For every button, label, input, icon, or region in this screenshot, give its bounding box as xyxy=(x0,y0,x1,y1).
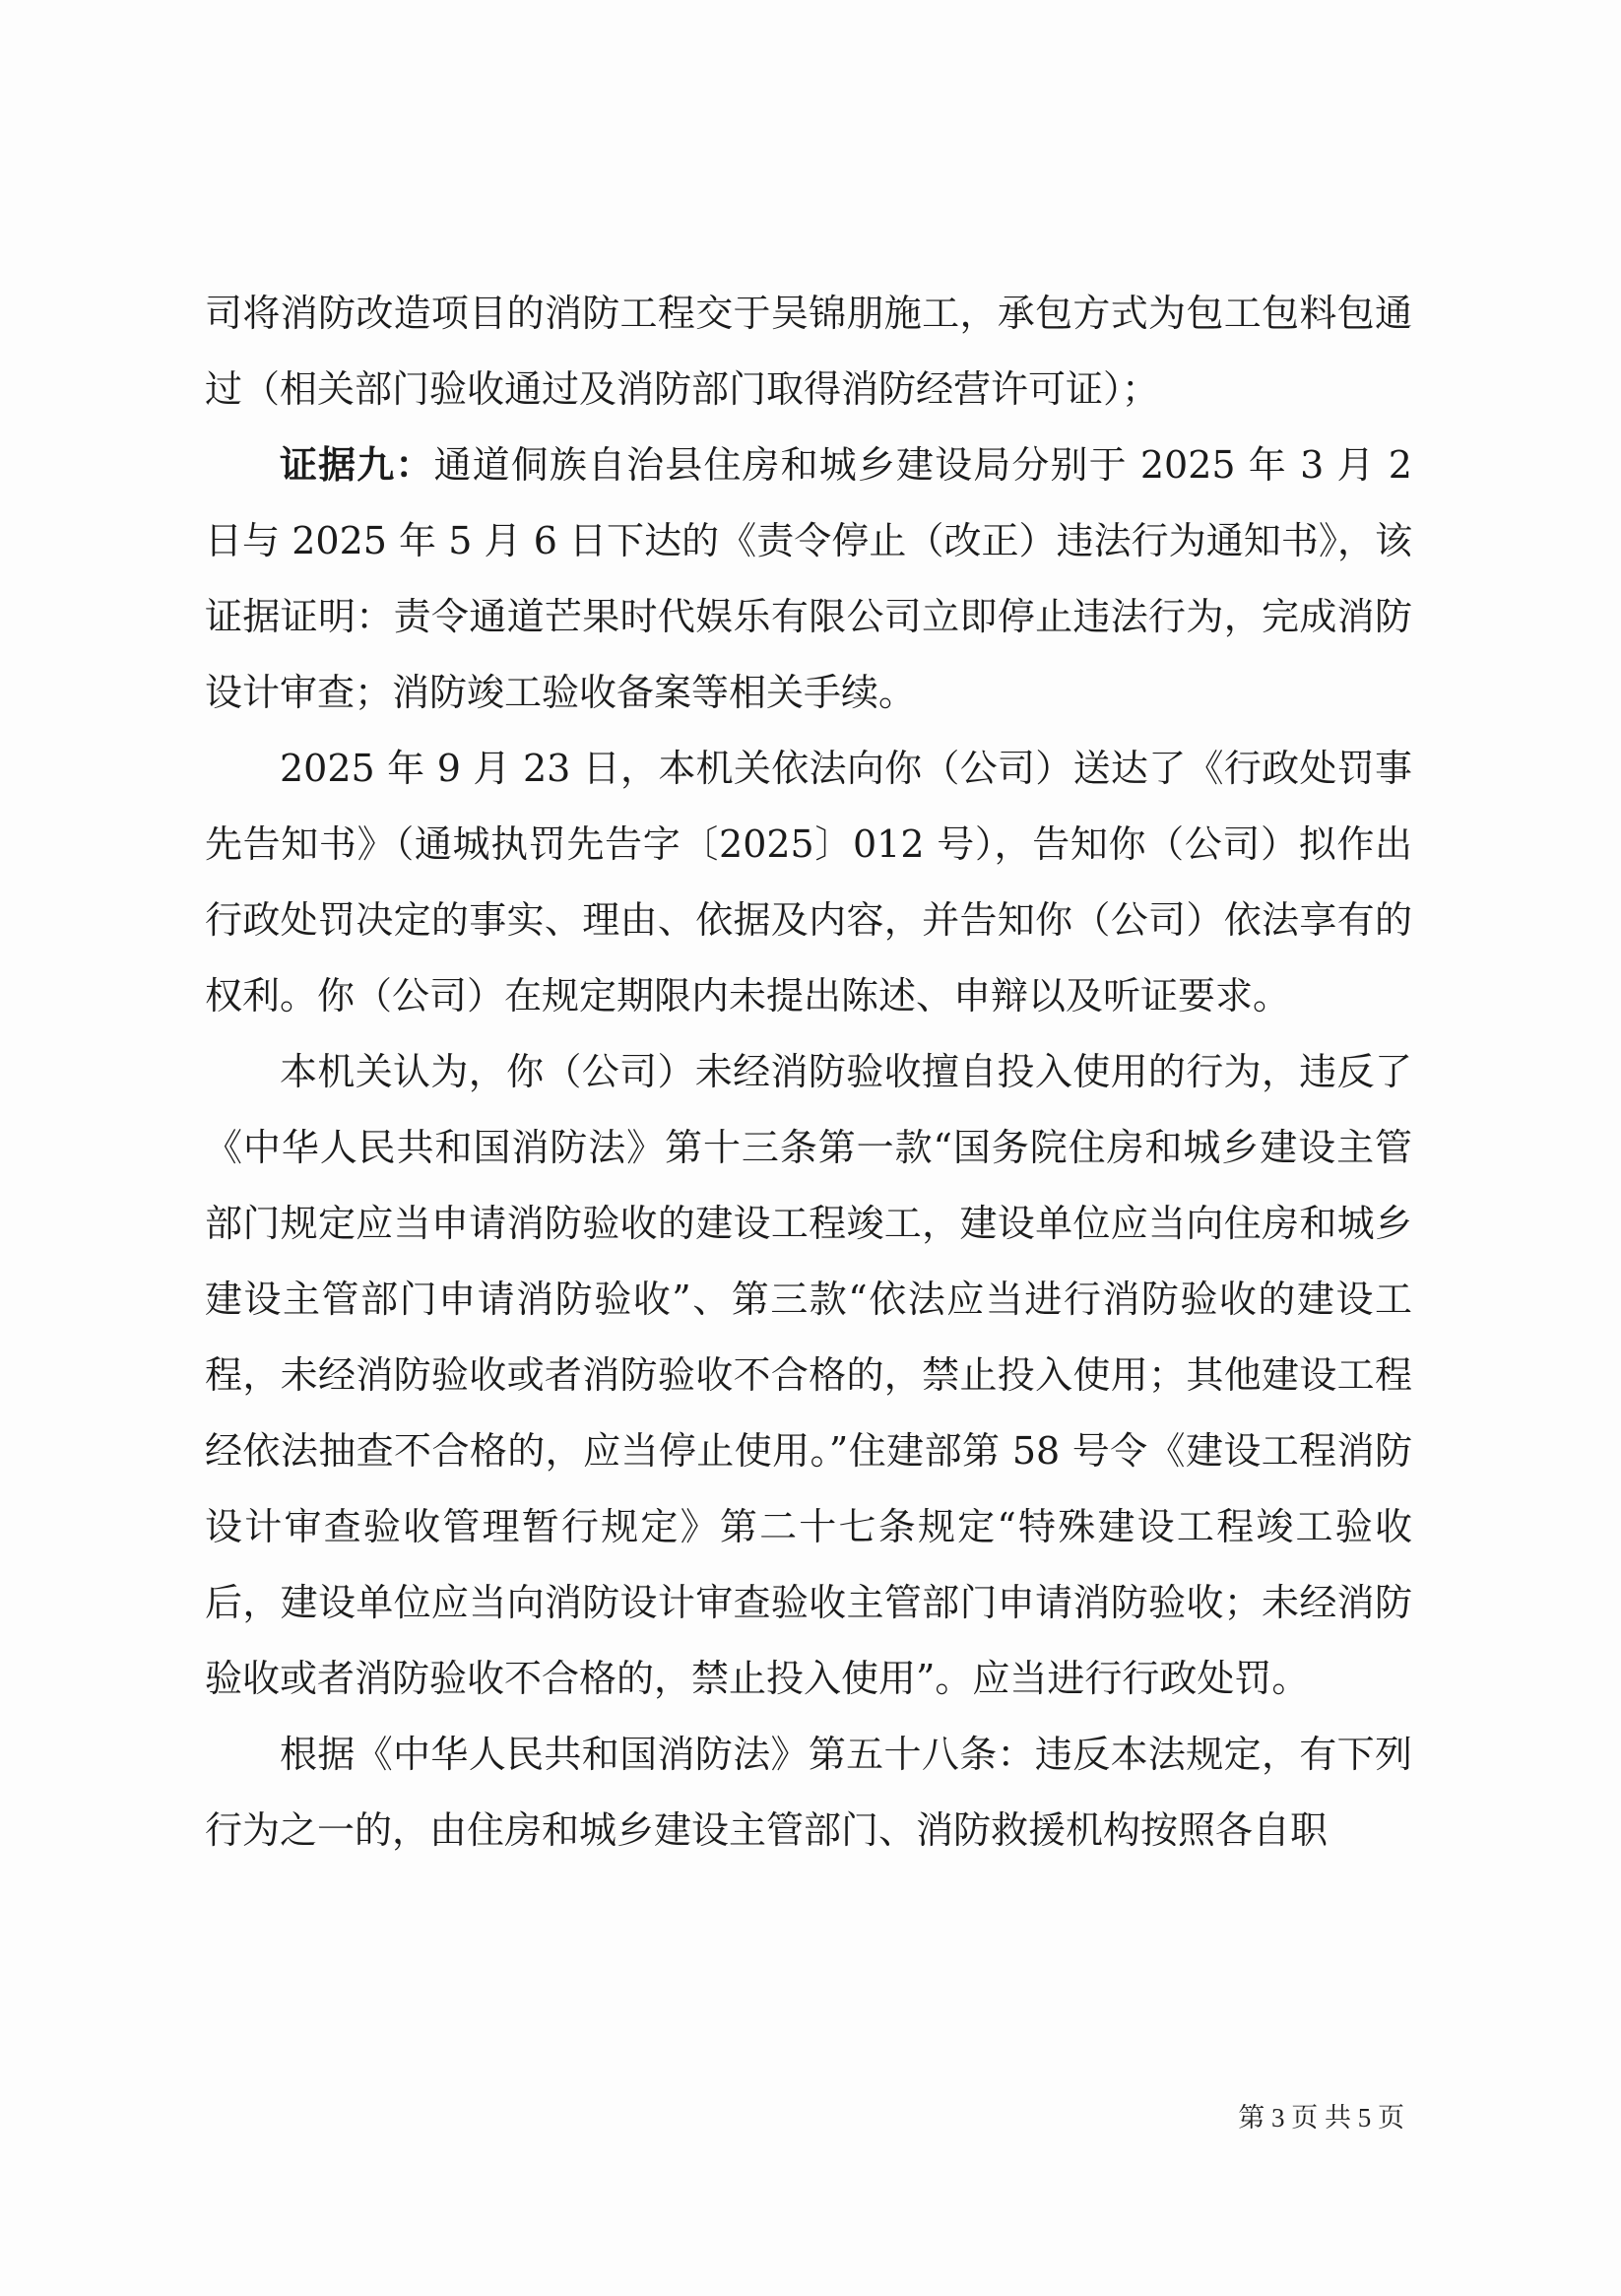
paragraph-text: 司将消防改造项目的消防工程交于吴锦朋施工，承包方式为包工包料包通过（相关部门验收通过及消防部门取得消防经营许可证）； xyxy=(205,292,1412,411)
paragraph-notice-served xyxy=(205,731,1412,1034)
paragraph-text: 本机关认为，你（公司）未经消防验收擅自投入使用的行为，违反了《中华人民共和国消防法》第十三条第一款“国务院住房和城乡建设主管部门规定应当申请消防验收的建设工程竣工，建设单位应当向住房和城乡建设主管部门申请消防验收”、第三款“依法应当进行消防验收的建设工程，未经消防验收或者消防验收不合格的，禁止投入使用；其他建设工程经依法抽查不合格的，应当停止使用。”住建部第 58 号令《建设工程消防设计审查验收管理暂行规定》第二十七条规定“特殊建设工程竣工验收后，建设单位应当向消防设计审查验收主管部门申请消防验收；未经消防验收或者消防验收不合格的，禁止投入使用”。应当进行行政处罚。 xyxy=(205,1050,1412,1700)
paragraph-text: 通道侗族自治县住房和城乡建设局分别于 2025 年 3 月 2 日与 2025 年 5 月 6 日下达的《责令停止（改正）违法行为通知书》，该证据证明：责令通道芒果时代娱乐有限公司立即停止违法行为，完成消防设计审查；消防竣工验收备案等相关手续。 xyxy=(205,443,1412,714)
evidence-label: 证据九： xyxy=(280,443,434,487)
paragraph-legal-basis xyxy=(205,1717,1412,1869)
paragraph-evidence-nine xyxy=(205,427,1412,731)
paragraph-finding xyxy=(205,1034,1412,1717)
paragraph-text: 根据《中华人民共和国消防法》第五十八条：违反本法规定，有下列行为之一的，由住房和城乡建设主管部门、消防救援机构按照各自职 xyxy=(205,1733,1412,1852)
page-number: 第 3 页 共 5 页 xyxy=(1238,2103,1404,2132)
document-body xyxy=(205,276,1412,1869)
paragraph-text: 2025 年 9 月 23 日，本机关依法向你（公司）送达了《行政处罚事先告知书》（通城执罚先告字〔2025〕012 号），告知你（公司）拟作出行政处罚决定的事实、理由、依据及内容，并告知你（公司）依法享有的权利。你（公司）在规定期限内未提出陈述、申辩以及听证要求。 xyxy=(205,747,1412,1017)
paragraph-continuation xyxy=(205,276,1412,427)
